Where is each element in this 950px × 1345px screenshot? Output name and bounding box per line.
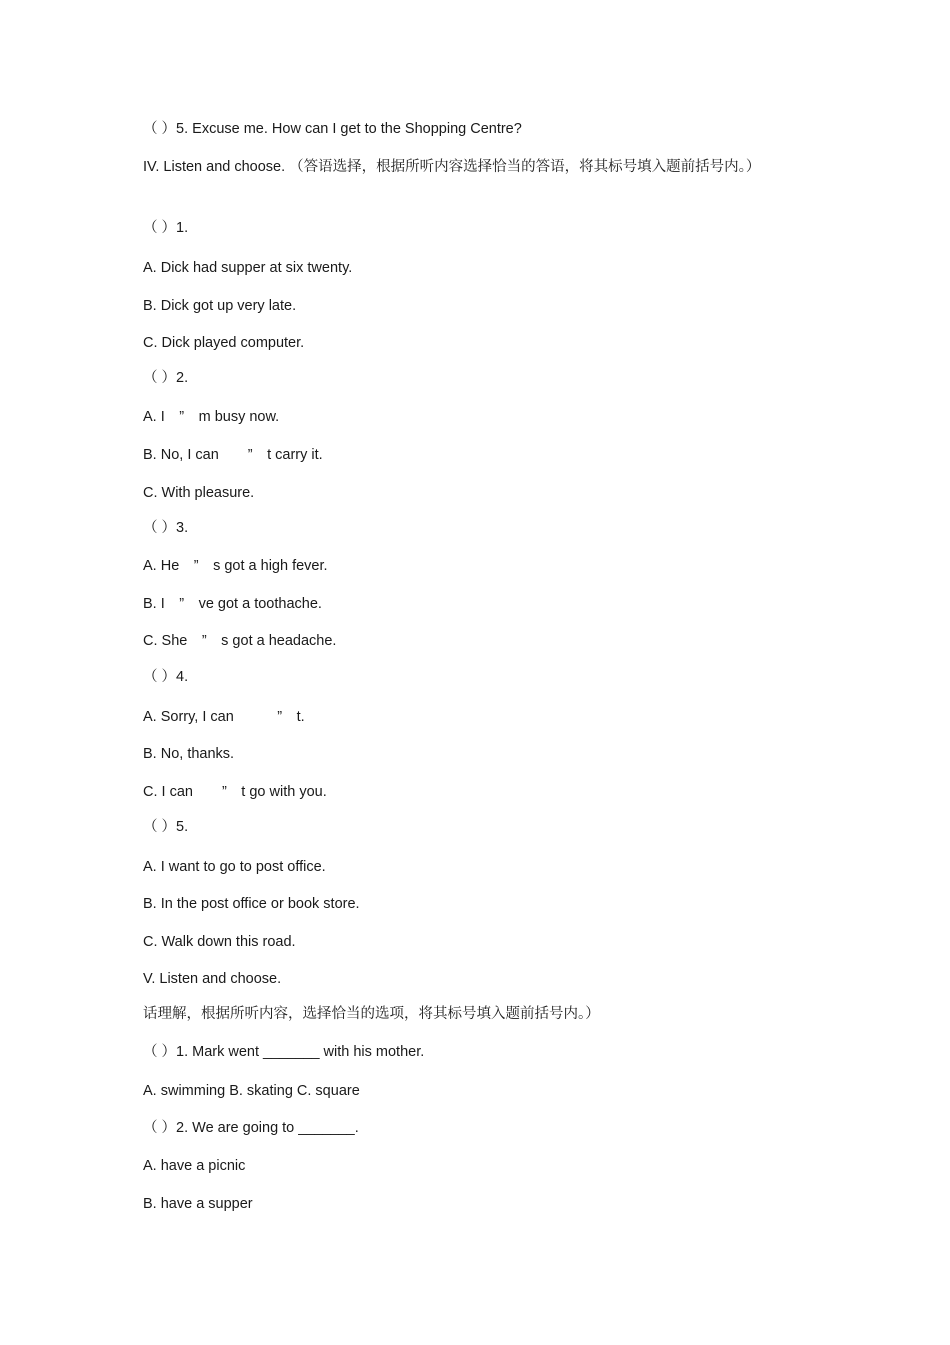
answer-option: C. She ” s got a headache.	[143, 633, 337, 649]
question-line: （ ）2. We are going to _______.	[143, 1120, 359, 1136]
answer-option: C. With pleasure.	[143, 485, 255, 501]
answer-option: C. Dick played computer.	[143, 335, 305, 351]
answer-option: A. Dick had supper at six twenty.	[143, 260, 353, 276]
section-heading-v: V. Listen and choose.	[143, 971, 282, 987]
answer-option: A. swimming B. skating C. square	[143, 1083, 360, 1099]
question-line: （ ）1. Mark went _______ with his mother.	[143, 1044, 425, 1060]
question-number: （ ）3.	[143, 520, 189, 536]
section-instructions: 话理解，根据所听内容，选择恰当的选项，将其标号填入题前括号内。）	[143, 1006, 600, 1022]
answer-option: A. I ” m busy now.	[143, 409, 280, 425]
question-line: （ ）5. Excuse me. How can I get to the Shopping Centre?	[143, 121, 522, 137]
answer-option: A. He ” s got a high fever.	[143, 558, 328, 574]
question-number: （ ）1.	[143, 220, 189, 236]
answer-option: B. have a supper	[143, 1196, 253, 1212]
answer-option: A. have a picnic	[143, 1158, 246, 1174]
question-number: （ ）4.	[143, 669, 189, 685]
section-heading-iv: IV. Listen and choose. （答语选择，根据所听内容选择恰当的答语，将其标号填入题前括号内。）	[143, 159, 761, 175]
answer-option: B. In the post office or book store.	[143, 896, 360, 912]
answer-option: B. I ” ve got a toothache.	[143, 596, 322, 612]
answer-option: A. I want to go to post office.	[143, 859, 326, 875]
question-number: （ ）5.	[143, 819, 189, 835]
answer-option: C. Walk down this road.	[143, 934, 296, 950]
answer-option: B. Dick got up very late.	[143, 298, 297, 314]
answer-option: B. No, I can ” t carry it.	[143, 447, 323, 463]
question-number: （ ）2.	[143, 370, 189, 386]
answer-option: B. No, thanks.	[143, 746, 235, 762]
answer-option: A. Sorry, I can ” t.	[143, 709, 305, 725]
answer-option: C. I can ” t go with you.	[143, 784, 327, 800]
